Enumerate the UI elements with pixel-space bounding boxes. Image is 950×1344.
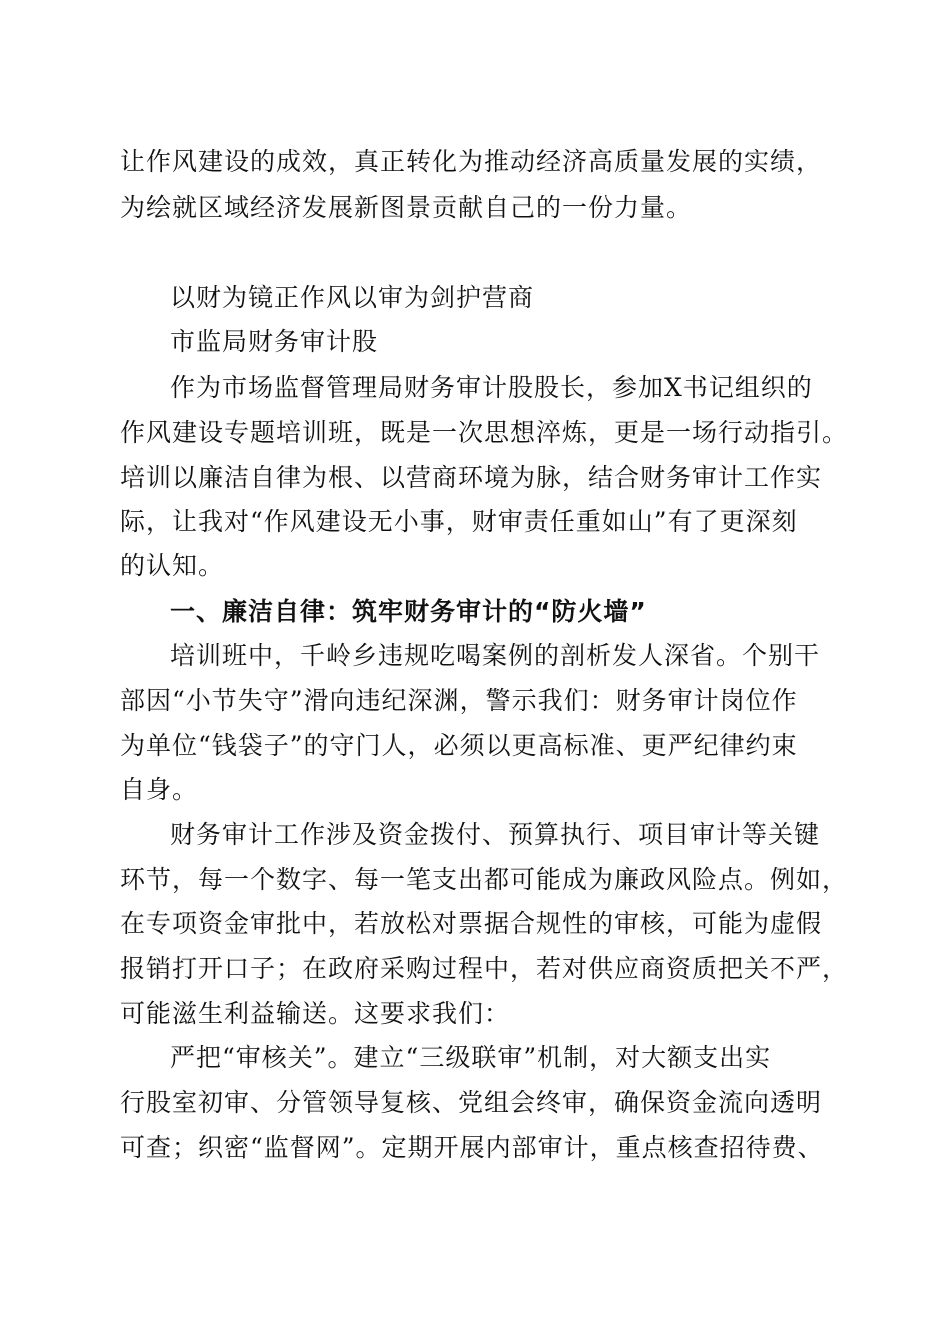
section-heading: 一、廉洁自律：筑牢财务审计的“防火墙” <box>170 597 647 626</box>
paragraph-line: 在专项资金审批中，若放松对票据合规性的审核，可能为虚假 <box>120 909 823 938</box>
paragraph-line: 环节，每一个数字、每一笔支出都可能成为廉政风险点。例如， <box>120 865 849 894</box>
paragraph-line: 自身。 <box>120 775 199 804</box>
paragraph-line: 财务审计工作涉及资金拨付、预算执行、项目审计等关键 <box>170 820 821 849</box>
paragraph-line: 为绘就区域经济发展新图景贡献自己的一份力量。 <box>120 193 693 222</box>
paragraph-line: 行股室初审、分管领导复核、党组会终审，确保资金流向透明 <box>120 1088 823 1117</box>
paragraph-line: 作风建设专题培训班，既是一次思想淬炼，更是一场行动指引。 <box>120 418 849 447</box>
paragraph-line: 为单位“钱袋子”的守门人，必须以更高标准、更严纪律约束 <box>120 731 798 760</box>
paragraph-line: 可能滋生利益输送。这要求我们： <box>120 999 511 1028</box>
paragraph-line: 报销打开口子；在政府采购过程中，若对供应商资质把关不严， <box>120 954 849 983</box>
paragraph-line: 的认知。 <box>120 551 225 580</box>
paragraph-line: 部因“小节失守”滑向违纪深渊，警示我们：财务审计岗位作 <box>120 686 798 715</box>
article-author: 市监局财务审计股 <box>170 327 379 356</box>
paragraph-line: 培训以廉洁自律为根、以营商环境为脉，结合财务审计工作实 <box>120 463 823 492</box>
paragraph-line: 严把“审核关”。建立“三级联审”机制，对大额支出实 <box>170 1043 772 1072</box>
paragraph-line: 可查；织密“监督网”。定期开展内部审计，重点核查招待费、 <box>120 1133 824 1162</box>
paragraph-line: 培训班中，千岭乡违规吃喝案例的剖析发人深省。个别干 <box>170 641 821 670</box>
paragraph-line: 让作风建设的成效，真正转化为推动经济高质量发展的实绩， <box>120 147 823 176</box>
paragraph-line: 际，让我对“作风建设无小事，财审责任重如山”有了更深刻 <box>120 507 798 536</box>
paragraph-line: 作为市场监督管理局财务审计股股长，参加X书记组织的 <box>170 373 813 402</box>
article-title: 以财为镜正作风以审为剑护营商 <box>170 283 535 312</box>
